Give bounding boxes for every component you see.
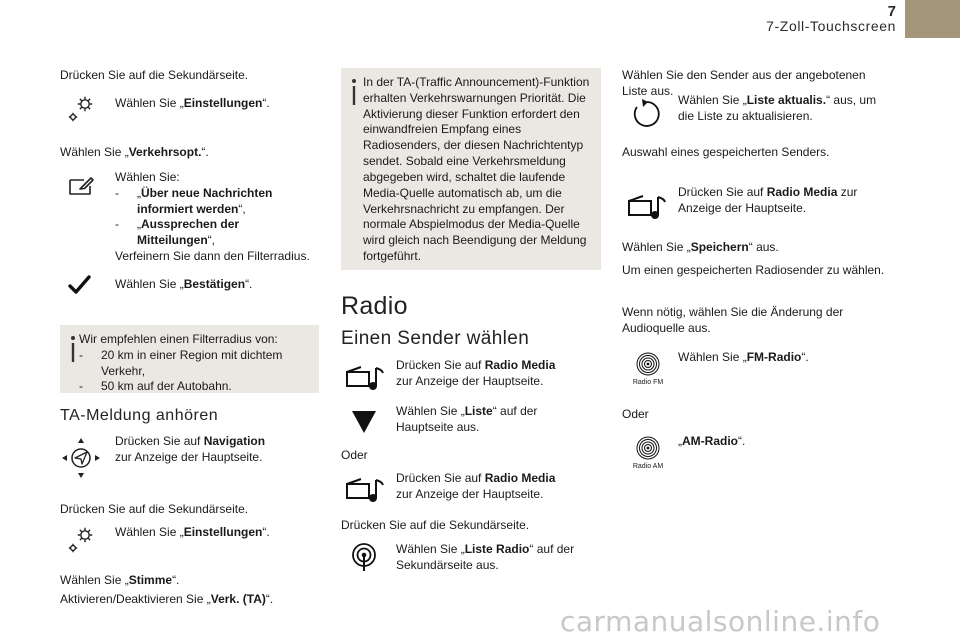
chapter-tab	[905, 0, 960, 38]
col2-step-3: Drücken Sie auf Radio Media zur Anzeige der Hauptseite.	[396, 471, 556, 501]
navigation-icon	[61, 437, 101, 479]
watermark[interactable]: carmanualsonline.info	[560, 605, 881, 638]
filter-edit-icon	[66, 170, 96, 200]
col3-paragraph-4: Um einen gespeicherten Radiosender zu wählen.	[622, 263, 885, 277]
section-title-ta: TA-Meldung anhören	[60, 407, 219, 424]
col1-step-1: Wählen Sie „Einstellungen“.	[115, 96, 270, 110]
info-box-ta	[341, 68, 601, 270]
col1-step-3: Wählen Sie „Bestätigen“.	[115, 277, 253, 291]
settings-gear-icon	[66, 93, 96, 123]
col3-step-2: Drücken Sie auf Radio Media zur Anzeige der Hauptseite.	[678, 185, 858, 215]
col3-step-1: Wählen Sie „Liste aktualis.“ aus, um die Liste zu aktualisieren.	[678, 93, 877, 123]
col1-paragraph-5: Aktivieren/Deaktivieren Sie „Verk. (TA)“.	[60, 592, 274, 606]
col1-step-4: Drücken Sie auf Navigation zur Anzeige der Hauptseite.	[115, 434, 266, 464]
col1-step-2: Wählen Sie: - „Über neue Nachrichten informiert werden“, - „Aussprechen der Mitteilungen“, Verfeinern Sie dann den Filterradius.	[115, 170, 320, 265]
col1-step-5: Wählen Sie „Einstellungen“.	[115, 525, 270, 539]
col2-step-4: Wählen Sie „Liste Radio“ auf der Sekundärseite aus.	[396, 542, 575, 572]
col3-paragraph-5: Wenn nötig, wählen Sie die Änderung der Audioquelle aus.	[622, 305, 844, 335]
info-item: - 50 km auf der Autobahn.	[79, 379, 319, 395]
section-title-radio: Radio	[341, 292, 408, 320]
list-triangle-icon	[351, 410, 377, 434]
info-box-filter-radius	[60, 325, 319, 393]
col3-paragraph-1: Wählen Sie den Sender aus der angebotenen Liste aus.	[622, 68, 866, 98]
col3-step-3: Wählen Sie „FM-Radio“.	[678, 350, 809, 364]
col1-paragraph-1: Drücken Sie auf die Sekundärseite.	[60, 68, 249, 82]
radio-am-icon	[636, 436, 660, 460]
refresh-icon	[630, 97, 664, 131]
page-number: 7	[887, 3, 896, 20]
col3-paragraph-2: Auswahl eines gespeicherten Senders.	[622, 145, 830, 159]
info-item: - 20 km in einer Region mit dichtem Verkehr,	[79, 348, 319, 380]
col3-step-4: „AM-Radio“.	[678, 434, 746, 448]
col1-paragraph-3: Drücken Sie auf die Sekundärseite.	[60, 502, 249, 516]
col3-paragraph-3: Wählen Sie „Speichern“ aus.	[622, 240, 779, 254]
col2-step-1: Drücken Sie auf Radio Media zur Anzeige der Hauptseite.	[396, 358, 556, 388]
info-icon	[68, 335, 78, 363]
col2-step-2: Wählen Sie „Liste“ auf der Hauptseite aus.	[396, 404, 538, 434]
col2-paragraph-1: Drücken Sie auf die Sekundärseite.	[341, 518, 530, 532]
radio-media-icon	[345, 472, 385, 506]
col2-oder: Oder	[341, 448, 368, 462]
subsection-title-select-station: Einen Sender wählen	[341, 328, 530, 349]
info-icon	[349, 78, 359, 106]
info-text-ta: In der TA-(Traffic Announcement)-Funktion erhalten Verkehrswarnungen Priorität. Die Aktivierung dieser Funktion erfordert den einwandfreien Empfang eines Radiosenders, der diesen Nachrichtentyp sendet. Sobald eine Verkehrsmeldung abgegeben wird, schaltet die laufende Media-Quelle automatisch ab, um die Verkehrsnachricht zu empfangen. Der normale Abspielmodus der Media-Quelle wird gleich nach Beendigung der Meldung fortgeführt.	[363, 75, 590, 264]
radio-am-caption: Radio AM	[632, 463, 664, 470]
info-intro: Wir empfehlen einen Filterradius von:	[79, 332, 278, 346]
radio-antenna-icon	[349, 542, 379, 572]
col3-oder: Oder	[622, 407, 649, 421]
radio-fm-icon	[636, 352, 660, 376]
radio-media-icon	[345, 360, 385, 394]
radio-media-icon	[627, 189, 667, 223]
checkmark-icon	[66, 272, 96, 302]
col1-paragraph-2: Wählen Sie „Verkehrsopt.“.	[60, 145, 209, 159]
radio-fm-caption: Radio FM	[632, 379, 664, 386]
settings-gear-icon	[66, 524, 96, 554]
col1-paragraph-4: Wählen Sie „Stimme“.	[60, 573, 180, 587]
running-header: 7-Zoll-Touchscreen	[766, 18, 896, 34]
